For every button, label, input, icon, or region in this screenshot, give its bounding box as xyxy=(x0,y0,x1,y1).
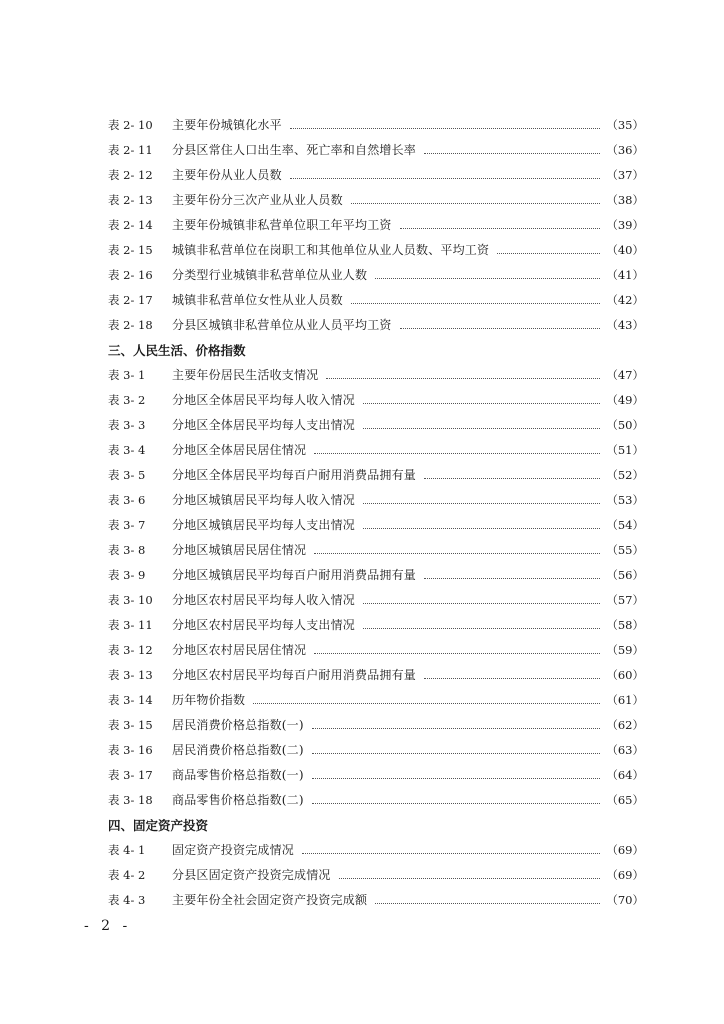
dot-leader xyxy=(253,702,600,704)
page-reference: （56） xyxy=(606,568,644,582)
table-number: 表 3- 3 xyxy=(108,418,146,432)
dot-leader xyxy=(363,602,600,604)
entry-title: 分地区农村居民平均每人收入情况 xyxy=(172,593,356,607)
dot-leader xyxy=(375,277,600,279)
toc-entry[interactable] xyxy=(108,113,644,138)
dot-leader xyxy=(424,152,600,154)
entry-title: 分地区全体居民平均每人支出情况 xyxy=(172,418,356,432)
entry-title: 主要年份居民生活收支情况 xyxy=(172,368,319,382)
toc-entry[interactable] xyxy=(108,438,644,463)
entry-title: 分地区全体居民平均每百户耐用消费品拥有量 xyxy=(172,468,417,482)
dot-leader xyxy=(363,627,600,629)
table-number: 表 2- 11 xyxy=(108,143,153,157)
table-number: 表 3- 10 xyxy=(108,593,153,607)
page-number-footer: - 2 - xyxy=(84,918,132,934)
dot-leader xyxy=(363,502,600,504)
dot-leader xyxy=(363,427,600,429)
toc-entry[interactable] xyxy=(108,713,644,738)
entry-title: 居民消费价格总指数(一) xyxy=(172,718,304,732)
entry-title: 分地区农村居民平均每百户耐用消费品拥有量 xyxy=(172,668,417,682)
page-reference: （60） xyxy=(606,668,644,682)
page-reference: （59） xyxy=(606,643,644,657)
table-number: 表 4- 2 xyxy=(108,868,146,882)
entry-title: 分地区城镇居民居住情况 xyxy=(172,543,307,557)
page-reference: （53） xyxy=(606,493,644,507)
toc-entry[interactable] xyxy=(108,763,644,788)
dot-leader xyxy=(290,177,601,179)
table-number: 表 2- 17 xyxy=(108,293,153,307)
entry-title: 主要年份城镇非私营单位职工年平均工资 xyxy=(172,218,392,232)
dot-leader xyxy=(424,577,600,579)
page-reference: （37） xyxy=(606,168,644,182)
toc-entry[interactable] xyxy=(108,463,644,488)
toc-entry[interactable] xyxy=(108,238,644,263)
toc-entry[interactable] xyxy=(108,738,644,763)
dot-leader xyxy=(351,202,601,204)
entry-title: 居民消费价格总指数(二) xyxy=(172,743,304,757)
table-number: 表 3- 8 xyxy=(108,543,146,557)
entry-title: 分地区全体居民居住情况 xyxy=(172,443,307,457)
toc-entry[interactable] xyxy=(108,413,644,438)
page-reference: （63） xyxy=(606,743,644,757)
page-reference: （54） xyxy=(606,518,644,532)
entry-title: 主要年份从业人员数 xyxy=(172,168,282,182)
page-reference: （49） xyxy=(606,393,644,407)
page-reference: （52） xyxy=(606,468,644,482)
toc-entry[interactable] xyxy=(108,188,644,213)
toc-entry[interactable] xyxy=(108,613,644,638)
page-reference: （47） xyxy=(606,368,644,382)
table-number: 表 3- 6 xyxy=(108,493,146,507)
toc-entry[interactable] xyxy=(108,213,644,238)
toc-entry[interactable] xyxy=(108,138,644,163)
page-reference: （35） xyxy=(606,118,644,132)
page-reference: （40） xyxy=(606,243,644,257)
table-number: 表 2- 14 xyxy=(108,218,153,232)
entry-title: 主要年份城镇化水平 xyxy=(172,118,282,132)
page-reference: （39） xyxy=(606,218,644,232)
entry-title: 历年物价指数 xyxy=(172,693,246,707)
entry-title: 主要年份全社会固定资产投资完成额 xyxy=(172,893,368,907)
dot-leader xyxy=(326,377,600,379)
table-number: 表 3- 18 xyxy=(108,793,153,807)
table-number: 表 3- 13 xyxy=(108,668,153,682)
table-number: 表 3- 7 xyxy=(108,518,146,532)
entry-title: 分地区城镇居民平均每人收入情况 xyxy=(172,493,356,507)
entry-title: 分县区常住人口出生率、死亡率和自然增长率 xyxy=(172,143,417,157)
table-number: 表 4- 3 xyxy=(108,893,146,907)
page-reference: （55） xyxy=(606,543,644,557)
dot-leader xyxy=(400,227,601,229)
toc-entry[interactable] xyxy=(108,538,644,563)
table-number: 表 2- 13 xyxy=(108,193,153,207)
dot-leader xyxy=(312,802,601,804)
table-number: 表 2- 18 xyxy=(108,318,153,332)
table-number: 表 3- 5 xyxy=(108,468,146,482)
table-number: 表 2- 15 xyxy=(108,243,153,257)
page-reference: （62） xyxy=(606,718,644,732)
dot-leader xyxy=(312,777,601,779)
section-heading: 三、人民生活、价格指数 xyxy=(108,343,246,358)
dot-leader xyxy=(424,477,600,479)
toc-entry[interactable] xyxy=(108,313,644,338)
entry-title: 分县区固定资产投资完成情况 xyxy=(172,868,331,882)
dot-leader xyxy=(302,852,600,854)
dot-leader xyxy=(314,652,600,654)
toc-entry[interactable] xyxy=(108,288,644,313)
entry-title: 主要年份分三次产业从业人员数 xyxy=(172,193,343,207)
table-number: 表 4- 1 xyxy=(108,843,146,857)
page-reference: （50） xyxy=(606,418,644,432)
toc-entry[interactable] xyxy=(108,363,644,388)
entry-title: 分地区城镇居民平均每百户耐用消费品拥有量 xyxy=(172,568,417,582)
table-number: 表 3- 12 xyxy=(108,643,153,657)
entry-title: 城镇非私营单位女性从业人员数 xyxy=(172,293,343,307)
page-reference: （38） xyxy=(606,193,644,207)
table-number: 表 3- 14 xyxy=(108,693,153,707)
toc-entry[interactable] xyxy=(108,563,644,588)
dot-leader xyxy=(497,252,600,254)
toc-entry[interactable] xyxy=(108,163,644,188)
entry-title: 分类型行业城镇非私营单位从业人数 xyxy=(172,268,368,282)
table-number: 表 3- 9 xyxy=(108,568,146,582)
page-reference: （41） xyxy=(606,268,644,282)
entry-title: 固定资产投资完成情况 xyxy=(172,843,295,857)
toc-entry[interactable] xyxy=(108,663,644,688)
page-reference: （61） xyxy=(606,693,644,707)
entry-title: 商品零售价格总指数(二) xyxy=(172,793,304,807)
page-reference: （42） xyxy=(606,293,644,307)
toc-entry[interactable] xyxy=(108,488,644,513)
entry-title: 分地区全体居民平均每人收入情况 xyxy=(172,393,356,407)
dot-leader xyxy=(312,752,601,754)
page-reference: （58） xyxy=(606,618,644,632)
table-number: 表 3- 1 xyxy=(108,368,146,382)
table-number: 表 3- 2 xyxy=(108,393,146,407)
entry-title: 商品零售价格总指数(一) xyxy=(172,768,304,782)
dot-leader xyxy=(314,552,600,554)
dot-leader xyxy=(312,727,601,729)
table-number: 表 2- 10 xyxy=(108,118,153,132)
toc-entry[interactable] xyxy=(108,513,644,538)
section-heading: 四、固定资产投资 xyxy=(108,818,209,833)
dot-leader xyxy=(351,302,601,304)
toc-entry[interactable] xyxy=(108,838,644,863)
page-reference: （43） xyxy=(606,318,644,332)
dot-leader xyxy=(375,902,600,904)
entry-title: 城镇非私营单位在岗职工和其他单位从业人员数、平均工资 xyxy=(172,243,490,257)
dot-leader xyxy=(363,527,600,529)
page-reference: （64） xyxy=(606,768,644,782)
table-of-contents xyxy=(108,113,644,913)
table-number: 表 3- 4 xyxy=(108,443,146,457)
page-reference: （57） xyxy=(606,593,644,607)
page-reference: （69） xyxy=(606,868,644,882)
table-number: 表 2- 12 xyxy=(108,168,153,182)
page-reference: （70） xyxy=(606,893,644,907)
toc-entry[interactable] xyxy=(108,588,644,613)
dot-leader xyxy=(400,327,601,329)
dot-leader xyxy=(363,402,600,404)
table-number: 表 3- 17 xyxy=(108,768,153,782)
dot-leader xyxy=(424,677,600,679)
toc-entry[interactable] xyxy=(108,788,644,813)
page-reference: （36） xyxy=(606,143,644,157)
entry-title: 分县区城镇非私营单位从业人员平均工资 xyxy=(172,318,392,332)
toc-entry[interactable] xyxy=(108,888,644,913)
toc-entry[interactable] xyxy=(108,388,644,413)
toc-entry[interactable] xyxy=(108,263,644,288)
table-number: 表 3- 15 xyxy=(108,718,153,732)
dot-leader xyxy=(339,877,601,879)
page-reference: （51） xyxy=(606,443,644,457)
toc-entry[interactable] xyxy=(108,638,644,663)
toc-entry[interactable] xyxy=(108,688,644,713)
table-number: 表 3- 16 xyxy=(108,743,153,757)
entry-title: 分地区农村居民平均每人支出情况 xyxy=(172,618,356,632)
page-reference: （65） xyxy=(606,793,644,807)
table-number: 表 2- 16 xyxy=(108,268,153,282)
dot-leader xyxy=(314,452,600,454)
toc-entry[interactable] xyxy=(108,863,644,888)
page-reference: （69） xyxy=(606,843,644,857)
table-number: 表 3- 11 xyxy=(108,618,153,632)
entry-title: 分地区城镇居民平均每人支出情况 xyxy=(172,518,356,532)
entry-title: 分地区农村居民居住情况 xyxy=(172,643,307,657)
dot-leader xyxy=(290,127,601,129)
